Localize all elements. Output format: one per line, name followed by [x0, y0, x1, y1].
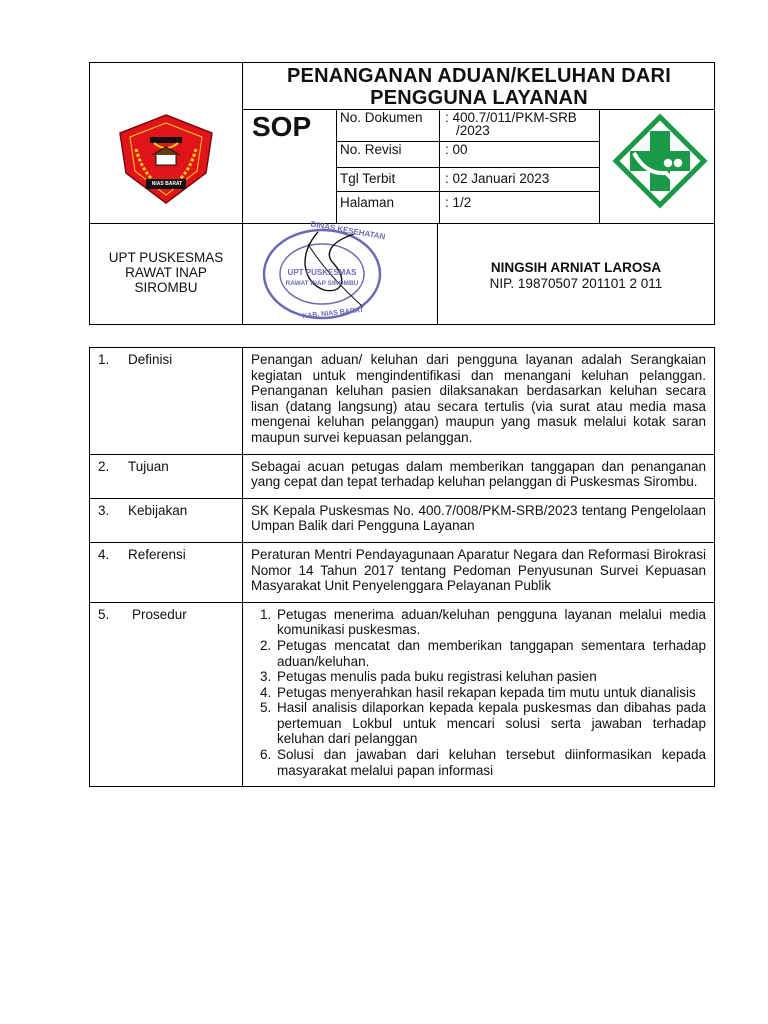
section-label: 4. Referensi: [90, 542, 243, 602]
list-item: 5. Hasil analisis dilaporkan kepada kepala puskesmas dan dibahas pada pertemuan Lokbul untuk mencari solusi serta jawaban terhadap keluhan dari pelanggan: [275, 700, 706, 747]
divider: [336, 167, 599, 168]
divider: [439, 109, 440, 223]
procedure-list: [251, 607, 706, 779]
table-row: [90, 348, 715, 455]
stamp-mid-text-2: RAWAT INAP SIROMBU: [285, 280, 359, 287]
signer-name: NINGSIH ARNIAT LAROSA: [490, 260, 662, 275]
list-item: 3. Petugas menulis pada buku registrasi keluhan pasien: [275, 669, 706, 685]
list-item: 2. Petugas mencatat dan memberikan tanggapan sementara terhadap aduan/keluhan.: [275, 638, 706, 669]
no-revisi-label: No. Revisi: [340, 142, 402, 157]
tgl-terbit-label: Tgl Terbit: [340, 171, 396, 186]
logo-caption: NIAS BARAT: [151, 181, 183, 187]
sop-content-table: [89, 347, 715, 787]
divider: [336, 109, 337, 223]
section-label: 2. Tujuan: [90, 454, 243, 498]
stamp-bottom-text: KAB. NIAS BARAT: [301, 306, 365, 321]
document-title: PENANGANAN ADUAN/KELUHAN DARI PENGGUNA LAYANAN: [287, 65, 671, 109]
tujuan-text: Sebagai acuan petugas dalam memberikan tanggapan dan penanganan yang cepat dan tepat terhadap keluhan pelanggan di Puskesmas Sirombu.: [243, 454, 715, 498]
stamp-mid-text: UPT PUSKESMAS: [287, 268, 357, 277]
table-row: [90, 542, 715, 602]
no-dokumen-label: No. Dokumen: [340, 110, 423, 125]
signer-nip: NIP. 19870507 201101 2 011: [489, 276, 663, 291]
halaman-value: : 1/2: [445, 195, 472, 210]
prosedur-steps: [243, 602, 715, 787]
puskesmas-logo: [612, 113, 708, 209]
table-row: [90, 602, 715, 787]
official-stamp: [258, 219, 392, 324]
list-item: 1. Petugas menerima aduan/keluhan pengguna layanan melalui media komunikasi puskesmas.: [275, 607, 706, 638]
divider: [336, 191, 599, 192]
sop-header: [89, 62, 715, 325]
no-dokumen-value: : 400.7/011/PKM-SRB: [445, 110, 577, 125]
referensi-text: Peraturan Mentri Pendayagunaan Aparatur Negara dan Reformasi Birokrasi Nomor 14 Tahun 2017 tentang Pedoman Penyusunan Survei Kepuasan Masyarakat Unit Penyelenggara Pelayanan Publik: [243, 542, 715, 602]
halaman-label: Halaman: [340, 195, 395, 210]
regency-logo: [116, 113, 216, 205]
sop-label: SOP: [252, 111, 312, 142]
signer-block: [438, 260, 714, 292]
divider: [599, 109, 600, 223]
table-row: [90, 454, 715, 498]
stamp-top-text: DINAS KESEHATAN: [309, 219, 387, 242]
no-dokumen-value-cont: /2023: [456, 123, 490, 138]
table-row: [90, 498, 715, 542]
puskesmas-cross-icon: [612, 113, 708, 209]
kebijakan-text: SK Kepala Puskesmas No. 400.7/008/PKM-SRB/2023 tentang Pengelolaan Umpan Balik dari Pengguna Layanan: [243, 498, 715, 542]
section-label: 1. Definisi: [90, 348, 243, 455]
organization-name: UPT PUSKESMAS RAWAT INAP SIROMBU: [108, 250, 224, 295]
list-item: 4. Petugas menyerahkan hasil rekapan kepada tim mutu untuk dianalisis: [275, 685, 706, 701]
section-label: 3. Kebijakan: [90, 498, 243, 542]
list-item: 6. Solusi dan jawaban dari keluhan tersebut diinformasikan kepada masyarakat melalui papan informasi: [275, 747, 706, 778]
section-label: 5. Prosedur: [90, 602, 243, 787]
tgl-terbit-value: : 02 Januari 2023: [445, 171, 550, 186]
definisi-text: Penangan aduan/ keluhan dari pengguna layanan adalah Serangkaian kegiatan untuk mengindentifikasi dan menangani keluhan pelanggan. Penanganan keluhan pasien dilaksanakan berdasarkan keluhan secara lisan (datang langsung) atau secara tertulis (via surat atau media masa mengenai keluhan pelanggan) maupun yang masuk melalui kotak saran maupun survei kepuasan pelanggan.: [243, 348, 715, 455]
shield-emblem-icon: [116, 113, 216, 205]
no-revisi-value: : 00: [445, 142, 468, 157]
divider: [90, 223, 714, 224]
